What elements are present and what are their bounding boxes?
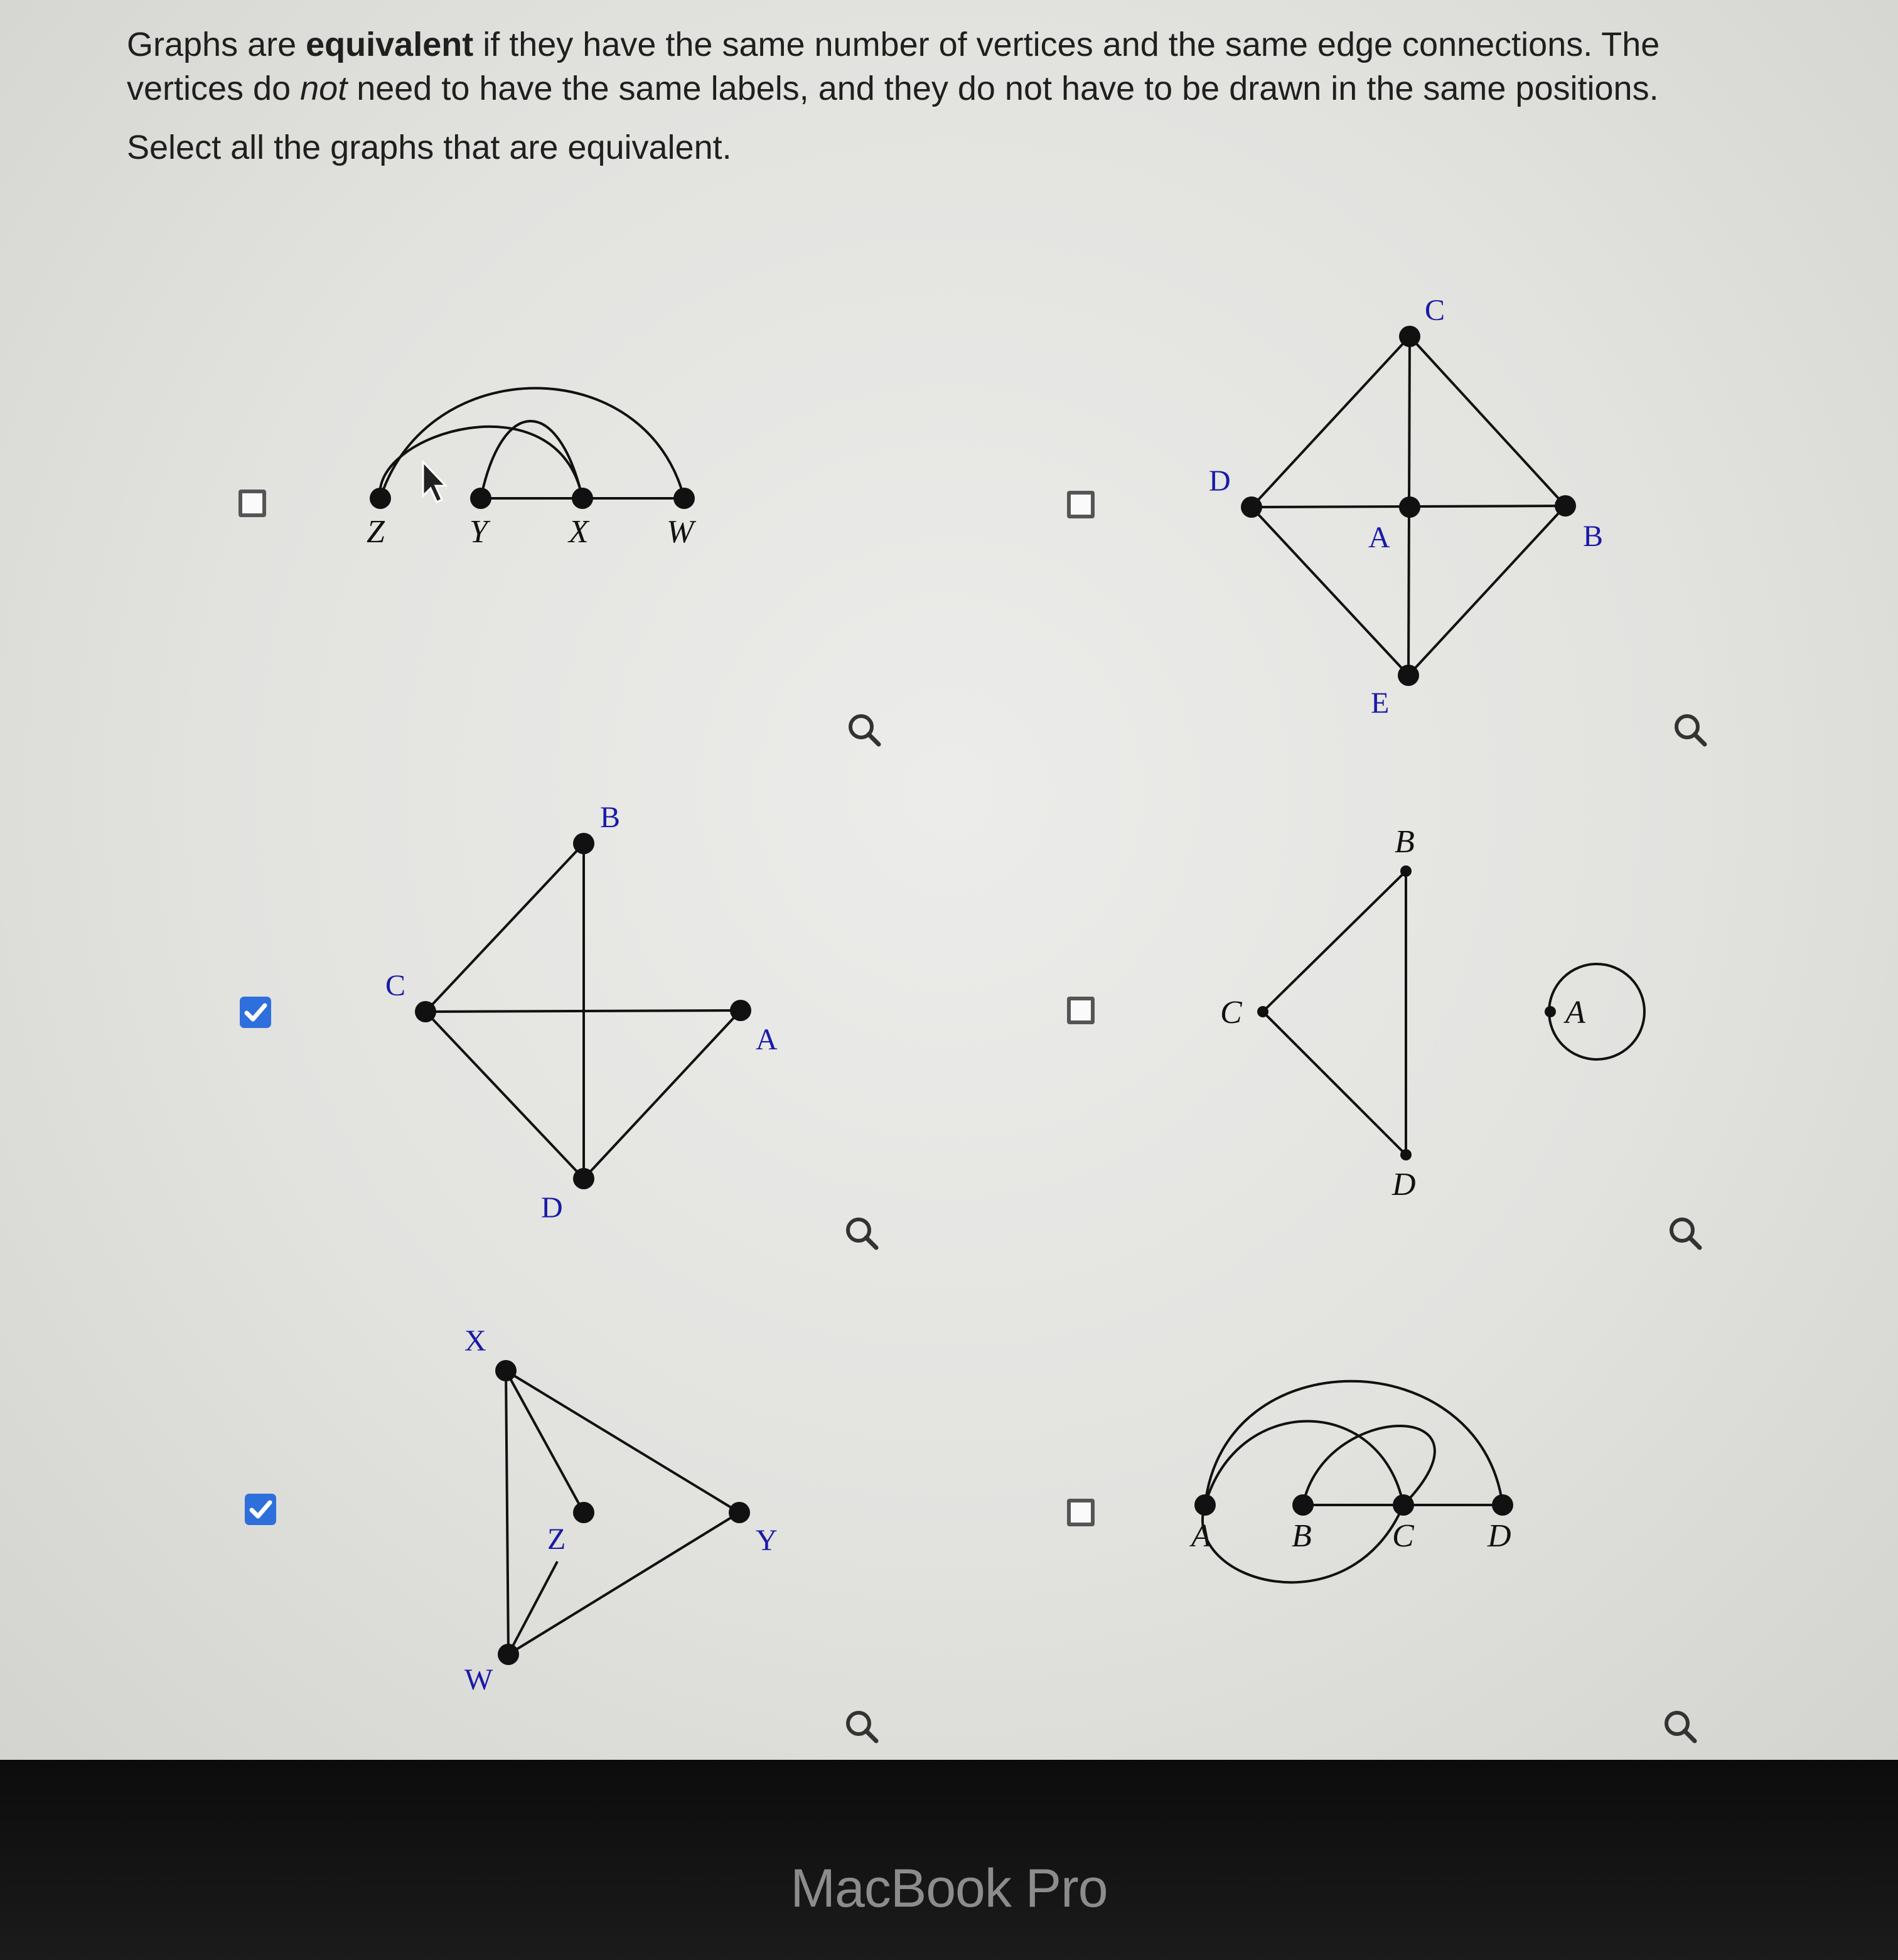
graph-6-drawing[interactable]	[1203, 1381, 1503, 1583]
vertex[interactable]	[573, 1168, 594, 1189]
vertex-label: B	[1395, 824, 1415, 860]
zoom-icon[interactable]	[1671, 710, 1711, 751]
graph-5-edge	[506, 1371, 508, 1654]
vertex[interactable]	[1555, 495, 1576, 517]
graph-5-drawing[interactable]	[506, 1371, 739, 1654]
vertex-label: E	[1371, 687, 1390, 720]
vertex-label: B	[1583, 520, 1604, 553]
graph-3-edge	[584, 1010, 741, 1179]
vertex-label: A	[1191, 1518, 1211, 1554]
vertex[interactable]	[495, 1360, 517, 1381]
vertex[interactable]	[1393, 1494, 1414, 1516]
vertex-label: C	[1220, 995, 1242, 1031]
vertex[interactable]	[1399, 496, 1420, 518]
vertex[interactable]	[729, 1502, 750, 1523]
vertex-label: C	[1425, 294, 1445, 327]
vertex-label: A	[1368, 521, 1390, 554]
graph-5-edge	[506, 1371, 739, 1513]
vertex[interactable]	[573, 833, 594, 854]
vertex-label: C	[1392, 1518, 1414, 1554]
vertex-label: D	[1392, 1167, 1416, 1202]
vertex-label: B	[1292, 1518, 1312, 1554]
vertex-label: A	[756, 1023, 778, 1056]
vertex[interactable]	[673, 488, 695, 509]
graph-2-edge	[1410, 336, 1565, 506]
graph-6-edge	[1303, 1426, 1435, 1505]
device-brand-label: MacBook Pro	[790, 1858, 1108, 1919]
vertex-label: D	[1209, 464, 1231, 498]
vertex-label: D	[1488, 1518, 1511, 1554]
graph-1-edge	[380, 427, 582, 498]
zoom-icon[interactable]	[1666, 1214, 1706, 1254]
vertex-label: Y	[469, 514, 488, 550]
graph-4-edge	[1263, 1012, 1406, 1155]
equivalent-term: equivalent	[306, 26, 474, 63]
graph-4-edge	[1263, 871, 1406, 1012]
graph-4-loop	[1549, 964, 1644, 1059]
vertex[interactable]	[1398, 665, 1419, 686]
graph-3-drawing[interactable]	[426, 843, 741, 1179]
graph-2-edge	[1408, 506, 1565, 675]
vertex-label: Y	[756, 1524, 778, 1557]
vertex[interactable]	[573, 1502, 594, 1523]
graph-5-edge	[506, 1371, 584, 1513]
graph-4-drawing[interactable]	[1263, 871, 1644, 1155]
graph-6-edge	[1205, 1381, 1503, 1505]
graph-5-edge	[508, 1513, 739, 1654]
question-text: Graphs are equivalent if they have the same number of vertices and the same edge connections. The vertices do not need to have the same labels, and they do not have to be drawn in the same positions.	[127, 26, 1660, 107]
vertex-label: C	[385, 969, 406, 1002]
vertex[interactable]	[415, 1001, 436, 1022]
vertex-label: X	[569, 514, 589, 550]
vertex-label: Z	[547, 1523, 566, 1556]
vertex[interactable]	[1241, 496, 1262, 518]
zoom-icon[interactable]	[842, 1214, 882, 1254]
vertex[interactable]	[498, 1644, 519, 1665]
graph-3-edge	[426, 1012, 584, 1179]
vertex[interactable]	[1257, 1006, 1268, 1017]
vertex[interactable]	[1492, 1494, 1513, 1516]
mouse-cursor-icon	[423, 462, 446, 502]
vertex-label: D	[541, 1191, 563, 1224]
zoom-icon[interactable]	[845, 710, 885, 751]
vertex[interactable]	[370, 488, 391, 509]
vertex-label: X	[464, 1324, 486, 1358]
vertex[interactable]	[470, 488, 491, 509]
vertex-label: B	[600, 801, 621, 834]
vertex[interactable]	[1292, 1494, 1314, 1516]
vertex-label: A	[1565, 995, 1585, 1031]
instruction-text: Select all the graphs that are equivalent.	[127, 129, 732, 166]
vertex[interactable]	[730, 1000, 751, 1021]
vertex-label: W	[464, 1663, 493, 1696]
not-emphasis: not	[300, 70, 348, 107]
graph-3-edge	[426, 843, 584, 1012]
vertex[interactable]	[1545, 1006, 1556, 1017]
vertex-label: Z	[367, 514, 385, 550]
vertex[interactable]	[1194, 1494, 1216, 1516]
vertex[interactable]	[1400, 865, 1412, 877]
zoom-icon[interactable]	[842, 1707, 882, 1747]
graph-3-edge	[426, 1010, 741, 1012]
vertex[interactable]	[572, 488, 593, 509]
zoom-icon[interactable]	[1661, 1707, 1701, 1747]
vertex[interactable]	[1399, 326, 1420, 347]
graph-2-edge	[1252, 336, 1410, 507]
vertex[interactable]	[1400, 1149, 1412, 1160]
vertex-label: W	[667, 514, 694, 550]
